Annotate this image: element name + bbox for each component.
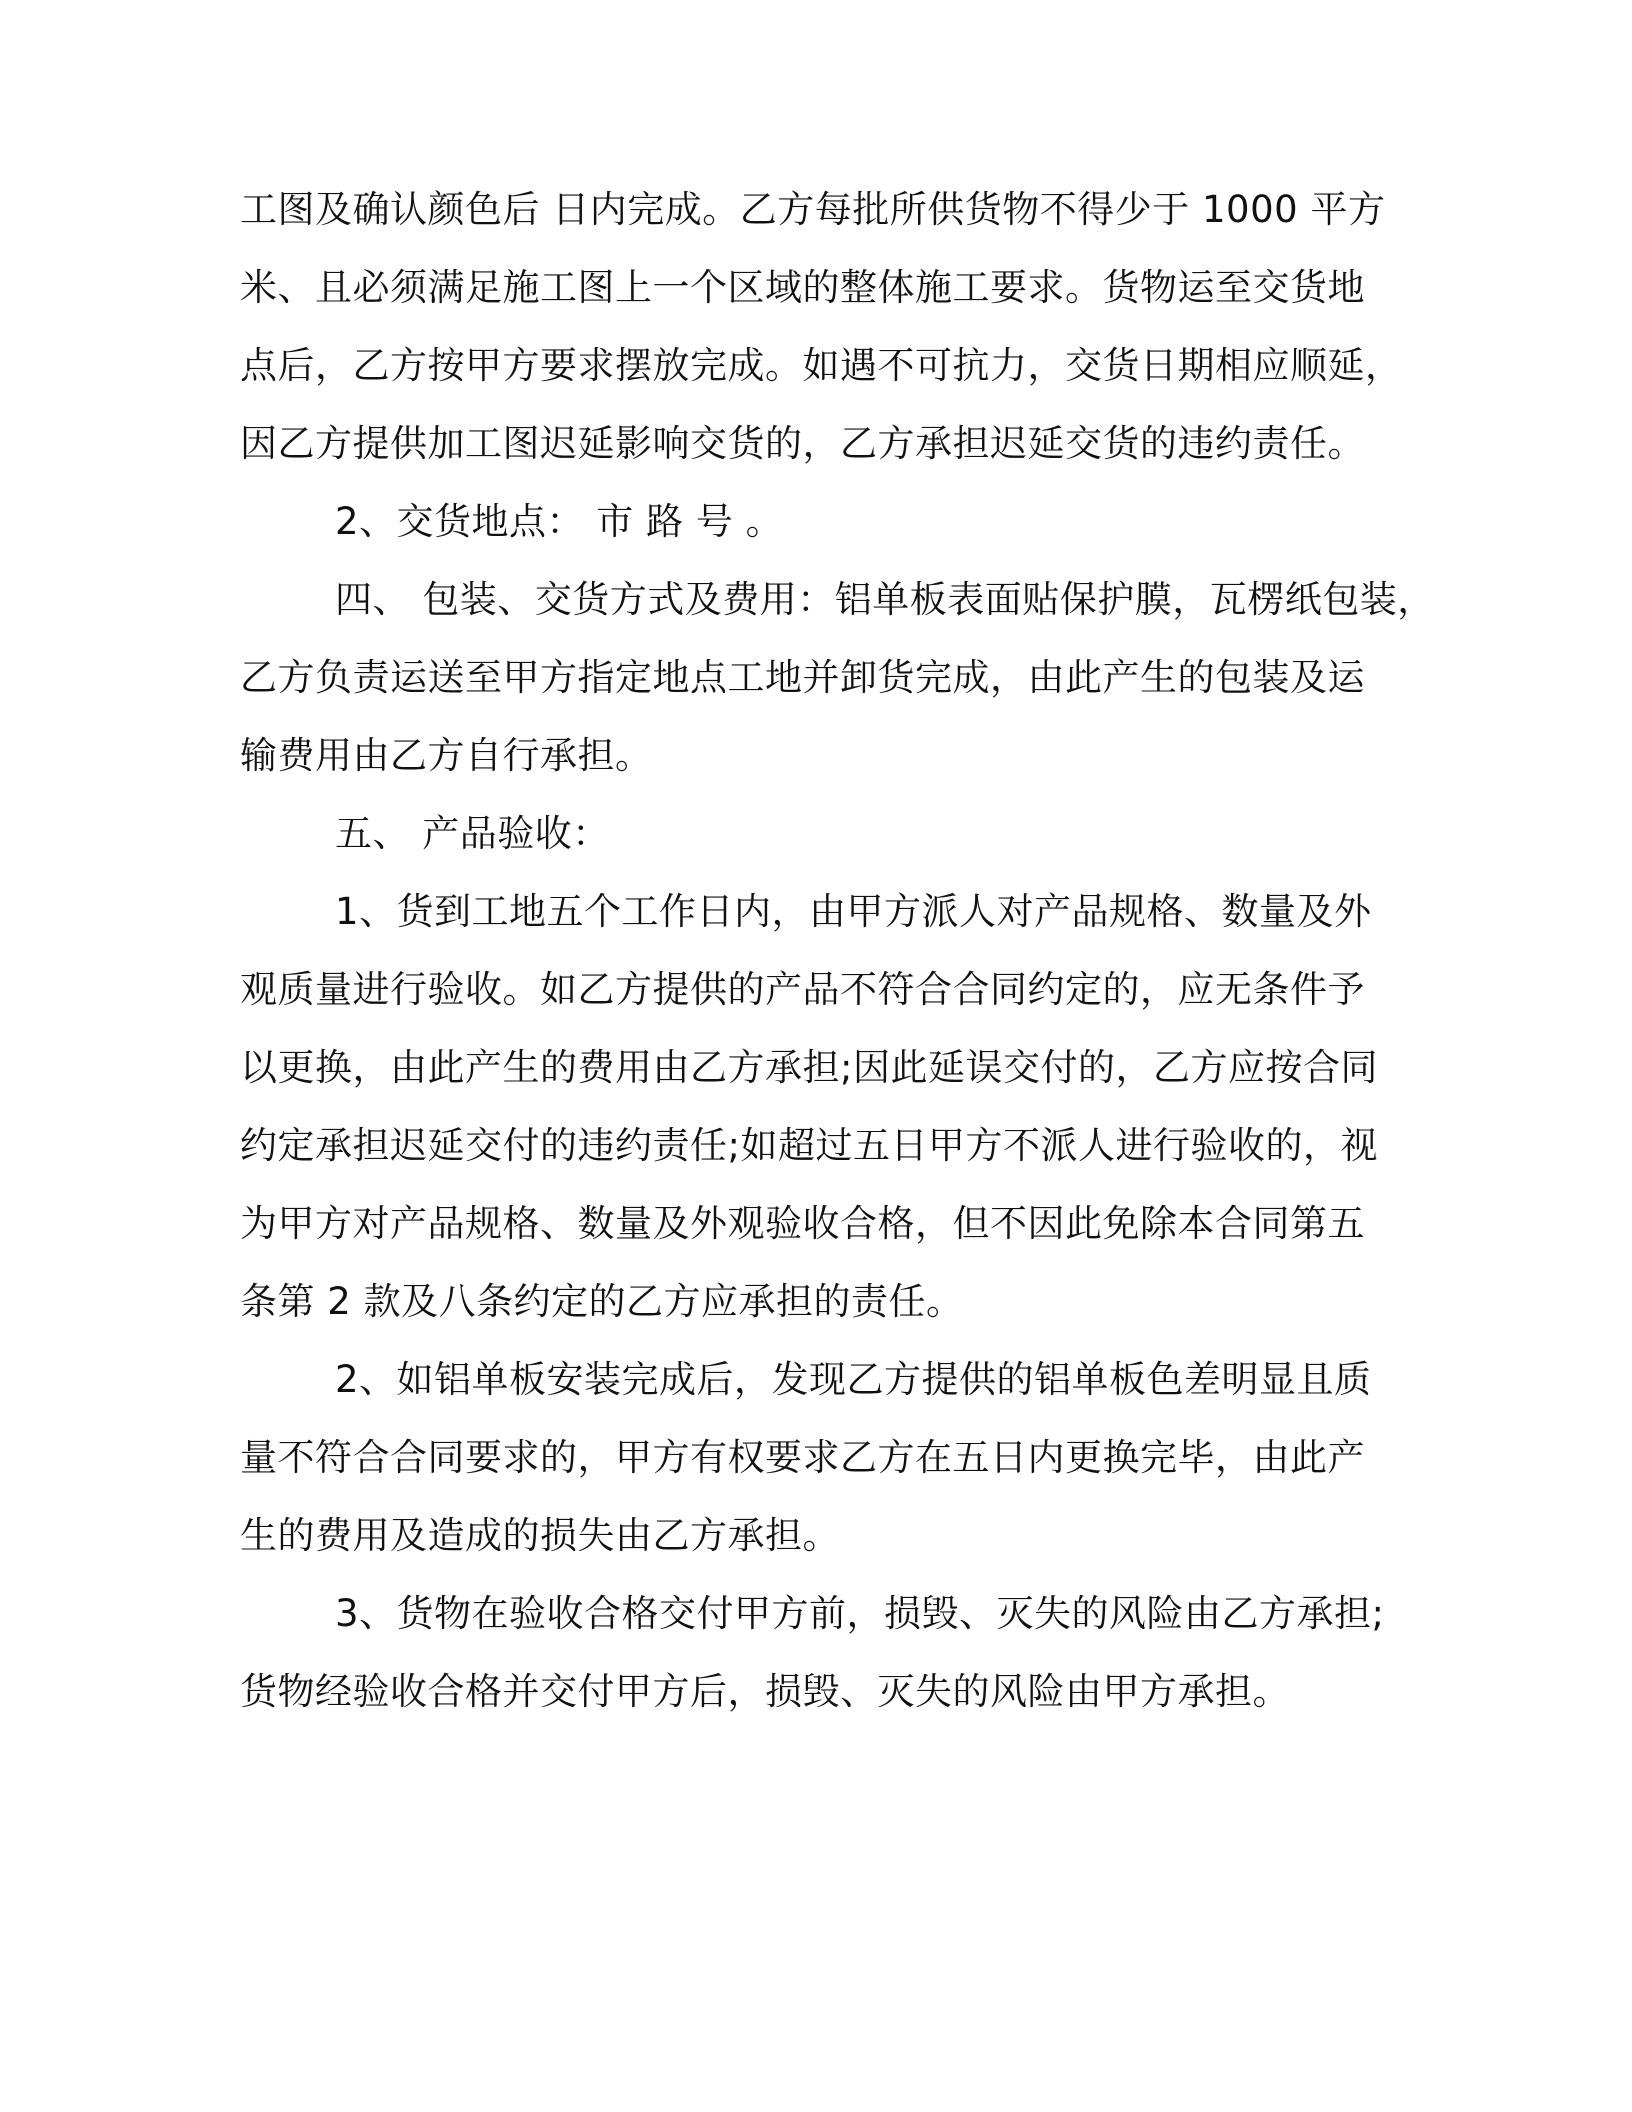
- text-line: 条第 2 款及八条约定的乙方应承担的责任。: [240, 1280, 964, 1323]
- text-line: 输费用由乙方自行承担。: [240, 734, 653, 777]
- text-line: 以更换，由此产生的费用由乙方承担;因此延误交付的，乙方应按合同: [240, 1046, 1378, 1089]
- text-line: 货物经验收合格并交付甲方后，损毁、灭失的风险由甲方承担。: [240, 1670, 1290, 1713]
- para-section-5-title: [240, 814, 1420, 854]
- text-line: 量不符合合同要求的，甲方有权要求乙方在五日内更换完毕，由此产: [240, 1436, 1365, 1479]
- text-line: 2、交货地点： 市 路 号 。: [335, 500, 784, 543]
- text-line: 五、 产品验收：: [335, 812, 610, 855]
- text-line: 约定承担迟延交付的违约责任;如超过五日甲方不派人进行验收的，视: [240, 1124, 1378, 1167]
- text-line: 四、 包装、交货方式及费用：铝单板表面贴保护膜，瓦楞纸包装，: [335, 578, 1435, 621]
- text-line: 生的费用及造成的损失由乙方承担。: [240, 1514, 840, 1557]
- text-line: 点后，乙方按甲方要求摆放完成。如遇不可抗力，交货日期相应顺延，: [240, 344, 1403, 387]
- text-line: 工图及确认颜色后 日内完成。乙方每批所供货物不得少于 1000 平方: [240, 188, 1386, 231]
- text-line: 为甲方对产品规格、数量及外观验收合格，但不因此免除本合同第五: [240, 1202, 1365, 1245]
- text-line: 1、货到工地五个工作日内，由甲方派人对产品规格、数量及外: [335, 890, 1372, 933]
- para-acceptance-2: [240, 1360, 1420, 1556]
- para-acceptance-1: [240, 892, 1420, 1322]
- text-line: 因乙方提供加工图迟延影响交货的，乙方承担迟延交货的违约责任。: [240, 422, 1365, 465]
- text-line: 米、且必须满足施工图上一个区域的整体施工要求。货物运至交货地: [240, 266, 1365, 309]
- document-page: [240, 188, 1435, 1750]
- para-acceptance-3: [240, 1594, 1420, 1712]
- para-delivery-time-cont: [240, 190, 1420, 464]
- para-delivery-place: [240, 502, 1420, 542]
- text-line: 观质量进行验收。如乙方提供的产品不符合合同约定的，应无条件予: [240, 968, 1365, 1011]
- text-line: 乙方负责运送至甲方指定地点工地并卸货完成，由此产生的包装及运: [240, 656, 1365, 699]
- text-line: 3、货物在验收合格交付甲方前，损毁、灭失的风险由乙方承担;: [335, 1592, 1385, 1635]
- para-section-4: [240, 578, 1435, 777]
- text-line: 2、如铝单板安装完成后，发现乙方提供的铝单板色差明显且质: [335, 1358, 1372, 1401]
